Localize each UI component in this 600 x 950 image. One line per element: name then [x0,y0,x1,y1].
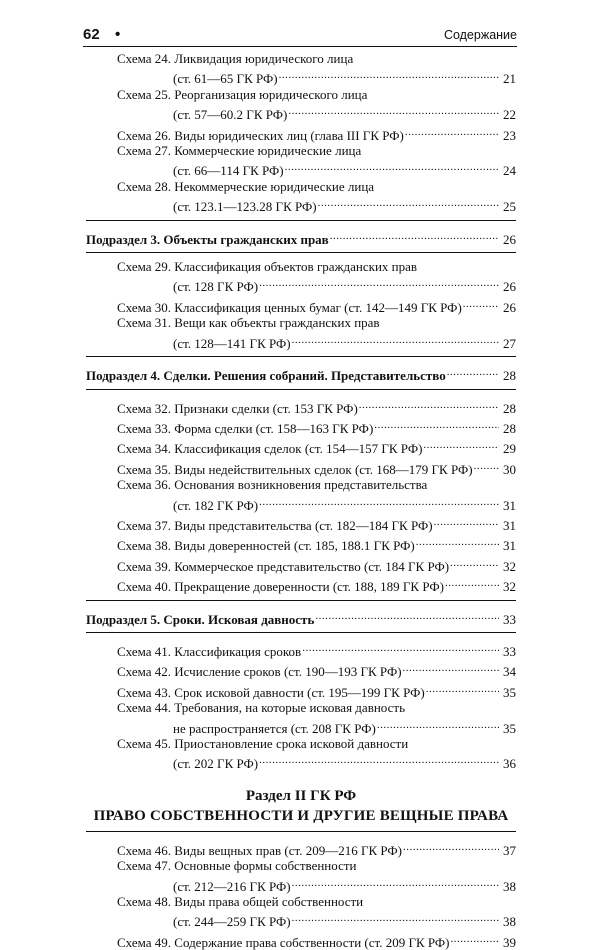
page-ref: 23 [503,127,516,143]
toc-entry-continuation[interactable] [86,331,516,351]
entry-article-ref: не распространяется (ст. 208 ГК РФ) [173,720,376,736]
entry-title: Схема 43. Срок исковой давности (ст. 195—199 ГК РФ) [117,684,425,700]
entry-title: Схема 42. Исчисление сроков (ст. 190—193 ГК РФ) [117,664,402,680]
leader-dots [374,416,499,433]
section-divider [86,389,516,390]
section-divider [86,356,516,357]
page-ref: 27 [503,335,516,351]
page-ref: 33 [503,643,516,659]
page-ref: 22 [503,107,516,123]
toc-entry-continuation[interactable] [86,66,516,86]
leader-dots [405,123,499,140]
page-ref: 37 [503,842,516,858]
entry-article-ref: (ст. 244—259 ГК РФ) [173,914,291,930]
toc-entry[interactable] [86,436,516,456]
entry-title: Схема 26. Виды юридических лиц (глава III ГК РФ) [117,127,404,143]
leader-dots [259,274,499,291]
leader-dots [330,227,499,244]
leader-dots [292,331,499,348]
page-ref: 33 [503,611,516,627]
leader-dots [423,436,499,453]
toc-entry[interactable] [86,513,516,533]
page-ref: 31 [503,538,516,554]
page-ref: 29 [503,441,516,457]
toc-entry[interactable] [86,894,516,909]
leader-dots [463,295,499,312]
toc-entry-continuation[interactable] [86,158,516,178]
toc-entry[interactable] [86,259,516,274]
toc-entry-continuation[interactable] [86,493,516,513]
toc-entry[interactable] [86,533,516,553]
page-ref: 38 [503,878,516,894]
toc [86,51,516,950]
leader-dots [292,909,499,926]
page-ref: 31 [503,517,516,533]
page-ref: 39 [503,934,516,950]
part-subtitle: ПРАВО СОБСТВЕННОСТИ И ДРУГИЕ ВЕЩНЫЕ ПРАВА [93,807,509,824]
page-ref: 26 [503,231,516,247]
leader-dots [292,874,499,891]
section-divider [86,831,516,832]
toc-entry[interactable] [86,87,516,102]
toc-entry[interactable] [86,396,516,416]
toc-entry[interactable] [86,416,516,436]
page-ref: 28 [503,368,516,384]
leader-dots [302,639,499,656]
page-number: 62 [83,26,100,43]
leader-dots [447,363,499,380]
toc-entry-continuation[interactable] [86,194,516,214]
subsection-title: Подраздел 5. Сроки. Исковая давность [86,611,315,627]
entry-title: Схема 48. Виды права общей собственности [117,894,364,910]
leader-dots [377,716,499,733]
page-header [0,0,600,56]
leader-dots [359,396,499,413]
entry-title: Схема 33. Форма сделки (ст. 158—163 ГК РФ) [117,420,374,436]
section-divider [86,252,516,253]
page-ref: 34 [503,664,516,680]
leader-dots [450,554,499,571]
toc-entry[interactable] [86,700,516,715]
entry-title: Схема 25. Реорганизация юридического лица [117,86,368,102]
leader-dots [279,66,499,83]
page-ref: 35 [503,684,516,700]
entry-title: Схема 38. Виды доверенностей (ст. 185, 188.1 ГК РФ) [117,538,415,554]
toc-entry[interactable] [86,51,516,66]
page-ref: 24 [503,163,516,179]
leader-dots [403,838,499,855]
toc-entry[interactable] [86,179,516,194]
entry-title: Схема 30. Классификация ценных бумаг (ст. 142—149 ГК РФ) [117,299,462,315]
entry-title: Схема 31. Вещи как объекты гражданских прав [117,315,380,331]
toc-entry[interactable] [86,457,516,477]
leader-dots [259,751,499,768]
leader-dots [403,659,499,676]
entry-article-ref: (ст. 182 ГК РФ) [173,497,259,513]
header-bullet: • [115,26,121,43]
entry-title: Схема 47. Основные формы собственности [117,858,357,874]
leader-dots [315,607,499,624]
page-ref: 25 [503,199,516,215]
header-rule [83,46,517,47]
subsection-title: Подраздел 3. Объекты гражданских прав [86,231,329,247]
entry-title: Схема 24. Ликвидация юридического лица [117,51,354,66]
subsection-title: Подраздел 4. Сделки. Решения собраний. Представительство [86,368,446,384]
entry-title: Схема 28. Некоммерческие юридические лица [117,178,375,194]
entry-article-ref: (ст. 61—65 ГК РФ) [173,71,278,87]
leader-dots [288,102,499,119]
entry-title: Схема 41. Классификация сроков [117,643,302,659]
page-ref: 32 [503,558,516,574]
toc-block-1 [86,51,516,215]
page-ref: 28 [503,420,516,436]
leader-dots [416,533,499,550]
leader-dots [259,493,499,510]
entry-title: Схема 40. Прекращение доверенности (ст. 188, 189 ГК РФ) [117,579,444,595]
entry-title: Схема 45. Приостановление срока исковой давности [117,736,409,751]
toc-block-3 [86,259,516,351]
entry-article-ref: (ст. 123.1—123.28 ГК РФ) [173,199,317,215]
leader-dots [451,930,499,947]
entry-article-ref: (ст. 212—216 ГК РФ) [173,878,291,894]
entry-title: Схема 49. Содержание права собственности (ст. 209 ГК РФ) [117,934,450,950]
page-ref: 36 [503,756,516,772]
page-ref: 32 [503,579,516,595]
section-divider [86,632,516,633]
toc-entry[interactable] [86,659,516,679]
toc-entry[interactable] [86,315,516,330]
toc-entry[interactable] [86,838,516,858]
toc-entry[interactable] [86,574,516,594]
entry-title: Схема 46. Виды вещных прав (ст. 209—216 ГК РФ) [117,842,402,858]
leader-dots [318,194,499,211]
entry-title: Схема 27. Коммерческие юридические лица [117,143,362,159]
page-ref: 30 [503,461,516,477]
toc-entry-continuation[interactable] [86,102,516,122]
page-ref: 38 [503,914,516,930]
toc-entry-continuation[interactable] [86,716,516,736]
toc-subsection-3[interactable] [86,227,516,247]
toc-entry[interactable] [86,736,516,751]
section-divider [86,600,516,601]
page-ref: 26 [503,299,516,315]
entry-title: Схема 36. Основания возникновения представительства [117,477,428,493]
toc-block-part2 [86,838,516,950]
toc-entry[interactable] [86,143,516,158]
toc-entry[interactable] [86,477,516,492]
entry-article-ref: (ст. 57—60.2 ГК РФ) [173,107,288,123]
toc-entry-continuation[interactable] [86,274,516,294]
page-ref: 26 [503,279,516,295]
section-divider [86,220,516,221]
entry-title: Схема 39. Коммерческое представительство (ст. 184 ГК РФ) [117,558,450,574]
page-ref: 31 [503,497,516,513]
toc-entry[interactable] [86,639,516,659]
entry-title: Схема 34. Классификация сделок (ст. 154—157 ГК РФ) [117,441,423,457]
entry-title: Схема 44. Требования, на которые исковая давность [117,700,405,716]
leader-dots [474,457,499,474]
toc-entry-continuation[interactable] [86,909,516,929]
entry-article-ref: (ст. 66—114 ГК РФ) [173,163,284,179]
toc-entry[interactable] [86,858,516,873]
page-ref: 28 [503,400,516,416]
toc-entry[interactable] [86,295,516,315]
toc-entry[interactable] [86,930,516,950]
page-ref: 35 [503,720,516,736]
toc-entry-continuation[interactable] [86,751,516,771]
entry-article-ref: (ст. 202 ГК РФ) [173,756,259,772]
toc-entry-continuation[interactable] [86,874,516,894]
part-title: Раздел II ГК РФ [245,787,357,804]
toc-entry[interactable] [86,123,516,143]
entry-title: Схема 29. Классификация объектов гражданских прав [117,259,418,275]
page-ref: 21 [503,71,516,87]
entry-title: Схема 32. Признаки сделки (ст. 153 ГК РФ) [117,400,358,416]
leader-dots [285,158,499,175]
entry-article-ref: (ст. 128—141 ГК РФ) [173,335,291,351]
toc-block-5 [86,639,516,772]
entry-title: Схема 37. Виды представительства (ст. 182—184 ГК РФ) [117,517,433,533]
entry-title: Схема 35. Виды недействительных сделок (ст. 168—179 ГК РФ) [117,461,473,477]
toc-block-4 [86,396,516,595]
toc-subsection-4[interactable] [86,363,516,383]
leader-dots [426,680,499,697]
toc-entry[interactable] [86,680,516,700]
toc-entry[interactable] [86,554,516,574]
running-head: Содержание [443,28,517,42]
toc-subsection-5[interactable] [86,607,516,627]
leader-dots [434,513,499,530]
leader-dots [445,574,499,591]
entry-article-ref: (ст. 128 ГК РФ) [173,279,259,295]
